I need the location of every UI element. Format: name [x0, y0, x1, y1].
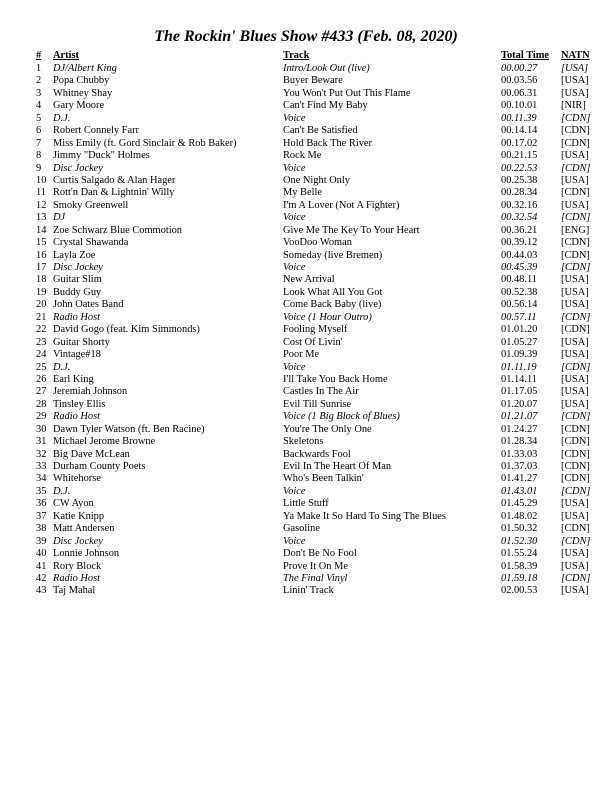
row-artist: Big Dave McLean [53, 448, 130, 460]
table-row [36, 585, 597, 597]
row-num: 21 [36, 311, 47, 323]
row-num: 7 [36, 137, 42, 149]
row-num: 14 [36, 224, 47, 236]
row-total-time: 00.48.11 [501, 274, 537, 286]
row-natn: [CDN] [561, 473, 590, 485]
row-total-time: 01.09.39 [501, 349, 538, 361]
row-natn: [ENG] [561, 224, 590, 236]
table-row [36, 536, 597, 548]
row-num: 4 [36, 100, 42, 112]
table-row [36, 225, 597, 237]
row-total-time: 01.21.07 [501, 411, 538, 423]
row-natn: [CDN] [561, 361, 591, 373]
row-track: Can't Be Satisfied [283, 125, 358, 137]
row-num: 38 [36, 523, 47, 535]
row-artist: Jimmy "Duck" Holmes [53, 150, 150, 162]
table-row [36, 498, 597, 510]
row-artist: Crystal Shawanda [53, 237, 129, 249]
row-artist: DJ [53, 212, 66, 224]
row-total-time: 00.25.38 [501, 174, 538, 186]
row-total-time: 01.43.01 [501, 485, 538, 497]
row-total-time: 00.06.31 [501, 87, 538, 99]
row-track: Gasoline [283, 523, 320, 535]
row-artist: D.J. [53, 361, 71, 373]
table-row [36, 113, 597, 125]
row-artist: D.J. [53, 485, 71, 497]
row-num: 16 [36, 249, 47, 261]
row-artist: Earl King [53, 373, 94, 385]
row-natn: [USA] [561, 75, 589, 87]
row-artist: Smoky Greenwell [53, 199, 129, 211]
row-track: My Belle [283, 187, 322, 199]
row-total-time: 01.28.34 [501, 436, 538, 448]
row-artist: Rott'n Dan & Lightnin' Willy [53, 187, 175, 199]
header-row [36, 50, 597, 63]
row-num: 1 [36, 63, 42, 74]
row-track: Prove It On Me [283, 560, 348, 572]
row-artist: Durham County Poets [53, 461, 146, 472]
header-num: # [36, 50, 42, 61]
table-row [36, 324, 597, 336]
row-track: Poor Me [283, 349, 320, 361]
row-track: Rock Me [283, 150, 322, 162]
row-track: Skeletons [283, 436, 324, 448]
table-row [36, 561, 597, 573]
row-total-time: 01.50.32 [501, 523, 538, 535]
row-total-time: 00.57.11 [501, 311, 537, 323]
row-natn: [USA] [561, 286, 589, 298]
row-total-time: 01.01.20 [501, 324, 538, 336]
row-total-time: 00.45.39 [501, 262, 538, 273]
row-num: 43 [36, 585, 47, 597]
row-total-time: 00.36.21 [501, 224, 538, 236]
row-artist: Whitney Shay [53, 87, 113, 99]
row-natn: [USA] [561, 87, 589, 99]
table-row [36, 436, 597, 448]
row-track: Evil In The Heart Of Man [283, 461, 392, 472]
row-artist: Disc Jockey [53, 162, 103, 174]
row-total-time: 00.00.27 [501, 63, 538, 74]
row-total-time: 01.48.02 [501, 510, 538, 522]
row-track: Voice (1 Hour Outro) [283, 311, 372, 323]
row-num: 27 [36, 386, 47, 398]
row-artist: Disc Jockey [53, 262, 103, 273]
row-track: VooDoo Woman [283, 237, 352, 249]
row-natn: [CDN] [561, 125, 590, 137]
row-artist: Radio Host [53, 311, 101, 323]
row-num: 25 [36, 361, 47, 373]
row-track: Someday (live Bremen) [283, 249, 383, 261]
row-track: Fooling Myself [283, 324, 348, 336]
table-row [36, 150, 597, 162]
row-artist: Taj Mahal [53, 585, 96, 597]
header-total-time: Total Time [501, 50, 550, 61]
table-row [36, 399, 597, 411]
row-track: I'll Take You Back Home [283, 373, 388, 385]
row-track: You Won't Put Out This Flame [283, 87, 411, 99]
row-num: 13 [36, 212, 47, 224]
table-row [36, 312, 597, 324]
table-row [36, 461, 597, 473]
row-natn: [CDN] [561, 485, 591, 497]
row-artist: D.J. [53, 112, 71, 124]
row-track: The Final Vinyl [283, 572, 348, 584]
table-row [36, 125, 597, 137]
row-track: Little Stuff [283, 498, 329, 510]
row-natn: [CDN] [561, 461, 590, 472]
row-natn: [USA] [561, 150, 589, 162]
row-artist: Dawn Tyler Watson (ft. Ben Racine) [53, 423, 205, 435]
row-track: Voice [283, 485, 306, 497]
row-artist: Guitar Slim [53, 274, 102, 286]
table-row [36, 511, 597, 523]
row-artist: Michael Jerome Browne [53, 436, 156, 448]
row-natn: [CDN] [561, 212, 591, 224]
row-natn: [USA] [561, 199, 589, 211]
header-natn: NATN [561, 50, 590, 61]
table-row [36, 573, 597, 585]
table-row [36, 337, 597, 349]
playlist-table [36, 50, 597, 598]
row-artist: Radio Host [53, 411, 101, 423]
row-num: 20 [36, 299, 47, 311]
row-natn: [CDN] [561, 572, 591, 584]
row-artist: Jeremiah Johnson [53, 386, 128, 398]
row-artist: Popa Chubby [53, 75, 110, 87]
row-track: Who's Been Talkin' [283, 473, 364, 485]
row-num: 31 [36, 436, 47, 448]
row-num: 42 [36, 572, 47, 584]
row-artist: John Oates Band [53, 299, 124, 311]
row-num: 28 [36, 398, 47, 410]
row-total-time: 01.33.03 [501, 448, 538, 460]
row-num: 11 [36, 187, 47, 199]
row-track: Come Back Baby (live) [283, 299, 382, 311]
row-track: Don't Be No Fool [283, 548, 357, 560]
row-artist: Katie Knipp [53, 510, 105, 522]
row-natn: [USA] [561, 63, 589, 74]
row-num: 26 [36, 373, 47, 385]
row-num: 39 [36, 535, 47, 547]
row-artist: Whitehorse [53, 473, 101, 485]
row-track: Voice [283, 162, 306, 174]
row-track: Voice (1 Big Block of Blues) [283, 411, 400, 423]
row-total-time: 01.55.24 [501, 548, 538, 560]
playlist-body [36, 63, 597, 598]
row-track: Voice [283, 112, 306, 124]
row-natn: [USA] [561, 386, 589, 398]
row-natn: [CDN] [561, 448, 590, 460]
row-natn: [CDN] [561, 249, 590, 261]
row-total-time: 01.05.27 [501, 336, 538, 348]
row-num: 3 [36, 87, 42, 99]
row-track: Cost Of Livin' [283, 336, 343, 348]
row-track: Can't Find My Baby [283, 100, 368, 112]
row-natn: [USA] [561, 299, 589, 311]
row-track: I'm A Lover (Not A Fighter) [283, 199, 400, 211]
table-row [36, 374, 597, 386]
row-num: 8 [36, 150, 42, 162]
row-total-time: 00.21.15 [501, 150, 538, 162]
row-total-time: 00.32.16 [501, 199, 538, 211]
row-artist: Curtis Salgado & Alan Hager [53, 174, 176, 186]
row-natn: [CDN] [561, 262, 591, 273]
row-artist: Radio Host [53, 572, 101, 584]
row-num: 23 [36, 336, 47, 348]
row-artist: Robert Connely Farr [53, 125, 139, 137]
row-natn: [USA] [561, 373, 589, 385]
row-natn: [CDN] [561, 535, 591, 547]
row-natn: [USA] [561, 498, 589, 510]
row-total-time: 01.11.19 [501, 361, 537, 373]
table-row [36, 250, 597, 262]
row-natn: [USA] [561, 585, 589, 597]
row-artist: David Gogo (feat. Kim Simmonds) [53, 324, 200, 336]
page-title: The Rockin' Blues Show #433 (Feb. 08, 2020) [154, 28, 458, 45]
row-total-time: 01.17.05 [501, 386, 538, 398]
row-num: 12 [36, 199, 47, 211]
row-track: Give Me The Key To Your Heart [283, 224, 420, 236]
row-natn: [USA] [561, 174, 589, 186]
table-row [36, 386, 597, 398]
row-natn: [CDN] [561, 162, 591, 174]
row-num: 36 [36, 498, 47, 510]
table-row [36, 163, 597, 175]
row-total-time: 01.58.39 [501, 560, 538, 572]
row-total-time: 00.10.01 [501, 100, 538, 112]
table-row [36, 262, 597, 274]
row-artist: Tinsley Ellis [53, 398, 106, 410]
row-artist: Matt Andersen [53, 523, 115, 535]
row-track: You're The Only One [283, 423, 372, 435]
table-row [36, 473, 597, 485]
row-natn: [USA] [561, 349, 589, 361]
table-row [36, 274, 597, 286]
row-total-time: 00.39.12 [501, 237, 538, 249]
table-row [36, 424, 597, 436]
row-natn: [CDN] [561, 411, 591, 423]
row-natn: [CDN] [561, 137, 590, 149]
row-natn: [CDN] [561, 112, 591, 124]
row-num: 30 [36, 423, 47, 435]
row-num: 34 [36, 473, 47, 485]
row-total-time: 02.00.53 [501, 585, 538, 597]
row-track: Evil Till Sunrise [283, 398, 352, 410]
table-row [36, 548, 597, 560]
row-natn: [CDN] [561, 436, 590, 448]
row-artist: Rory Block [53, 560, 102, 572]
table-row [36, 200, 597, 212]
row-track: Castles In The Air [283, 386, 359, 398]
row-total-time: 01.24.27 [501, 423, 538, 435]
row-artist: CW Ayon [53, 498, 94, 510]
row-natn: [USA] [561, 548, 589, 560]
row-num: 22 [36, 324, 47, 336]
row-num: 29 [36, 411, 47, 423]
header-artist: Artist [53, 50, 79, 61]
row-total-time: 00.17.02 [501, 137, 538, 149]
row-natn: [CDN] [561, 324, 590, 336]
table-row [36, 523, 597, 535]
row-track: Buyer Beware [283, 75, 343, 87]
table-row [36, 212, 597, 224]
row-num: 2 [36, 75, 42, 87]
row-total-time: 01.52.30 [501, 535, 538, 547]
row-total-time: 00.11.39 [501, 112, 537, 124]
row-num: 17 [36, 262, 47, 273]
row-artist: Zoe Schwarz Blue Commotion [53, 224, 182, 236]
row-track: Ya Make It So Hard To Sing The Blues [283, 510, 446, 522]
table-row [36, 75, 597, 87]
row-track: Voice [283, 262, 306, 273]
row-artist: Disc Jockey [53, 535, 103, 547]
row-num: 37 [36, 510, 47, 522]
row-num: 35 [36, 485, 47, 497]
row-natn: [CDN] [561, 187, 590, 199]
row-natn: [USA] [561, 274, 589, 286]
row-track: Voice [283, 535, 306, 547]
table-row [36, 138, 597, 150]
row-num: 6 [36, 125, 42, 137]
row-artist: DJ/Albert King [53, 63, 117, 74]
row-num: 5 [36, 112, 42, 124]
table-row [36, 287, 597, 299]
table-row [36, 299, 597, 311]
row-artist: Vintage#18 [53, 349, 101, 361]
row-total-time: 00.56.14 [501, 299, 538, 311]
table-row [36, 237, 597, 249]
row-total-time: 00.28.34 [501, 187, 538, 199]
row-num: 32 [36, 448, 47, 460]
row-natn: [USA] [561, 560, 589, 572]
row-num: 19 [36, 286, 47, 298]
row-total-time: 00.44.03 [501, 249, 538, 261]
row-total-time: 01.14.11 [501, 373, 537, 385]
row-num: 15 [36, 237, 47, 249]
row-natn: [CDN] [561, 423, 590, 435]
table-row [36, 411, 597, 423]
row-num: 41 [36, 560, 47, 572]
row-natn: [NIR] [561, 100, 586, 112]
row-total-time: 00.52.38 [501, 286, 538, 298]
table-row [36, 100, 597, 112]
row-track: Backwards Fool [283, 448, 351, 460]
row-track: Linin' Track [283, 585, 334, 597]
row-total-time: 01.45.29 [501, 498, 538, 510]
row-total-time: 01.59.18 [501, 572, 538, 584]
row-natn: [USA] [561, 336, 589, 348]
row-num: 33 [36, 461, 47, 472]
row-natn: [CDN] [561, 523, 590, 535]
row-total-time: 01.37.03 [501, 461, 538, 472]
row-artist: Layla Zoe [53, 249, 96, 261]
row-total-time: 00.32.54 [501, 212, 538, 224]
table-row [36, 349, 597, 361]
table-row [36, 362, 597, 374]
row-total-time: 00.03.56 [501, 75, 538, 87]
row-num: 24 [36, 349, 47, 361]
table-row [36, 88, 597, 100]
row-natn: [USA] [561, 398, 589, 410]
row-natn: [USA] [561, 510, 589, 522]
row-total-time: 00.22.53 [501, 162, 538, 174]
row-natn: [CDN] [561, 237, 590, 249]
row-num: 18 [36, 274, 47, 286]
row-track: Look What All You Got [283, 286, 383, 298]
row-num: 40 [36, 548, 47, 560]
row-track: One Night Only [283, 174, 350, 186]
row-track: Intro/Look Out (live) [283, 63, 370, 74]
row-artist: Guitar Shorty [53, 336, 110, 348]
table-row [36, 449, 597, 461]
row-total-time: 00.14.14 [501, 125, 538, 137]
table-row [36, 63, 597, 75]
row-num: 10 [36, 174, 47, 186]
table-row [36, 175, 597, 187]
table-row [36, 187, 597, 199]
row-num: 9 [36, 162, 42, 174]
row-artist: Lonnie Johnson [53, 548, 120, 560]
header-track: Track [283, 50, 310, 61]
row-natn: [CDN] [561, 311, 591, 323]
row-track: Voice [283, 361, 306, 373]
row-total-time: 01.20.07 [501, 398, 538, 410]
row-total-time: 01.41.27 [501, 473, 538, 485]
row-artist: Miss Emily (ft. Gord Sinclair & Rob Baker) [53, 137, 237, 149]
row-artist: Buddy Guy [53, 286, 102, 298]
row-artist: Gary Moore [53, 100, 105, 112]
row-track: New Arrival [283, 274, 335, 286]
table-row [36, 486, 597, 498]
row-track: Voice [283, 212, 306, 224]
row-track: Hold Back The River [283, 137, 372, 149]
